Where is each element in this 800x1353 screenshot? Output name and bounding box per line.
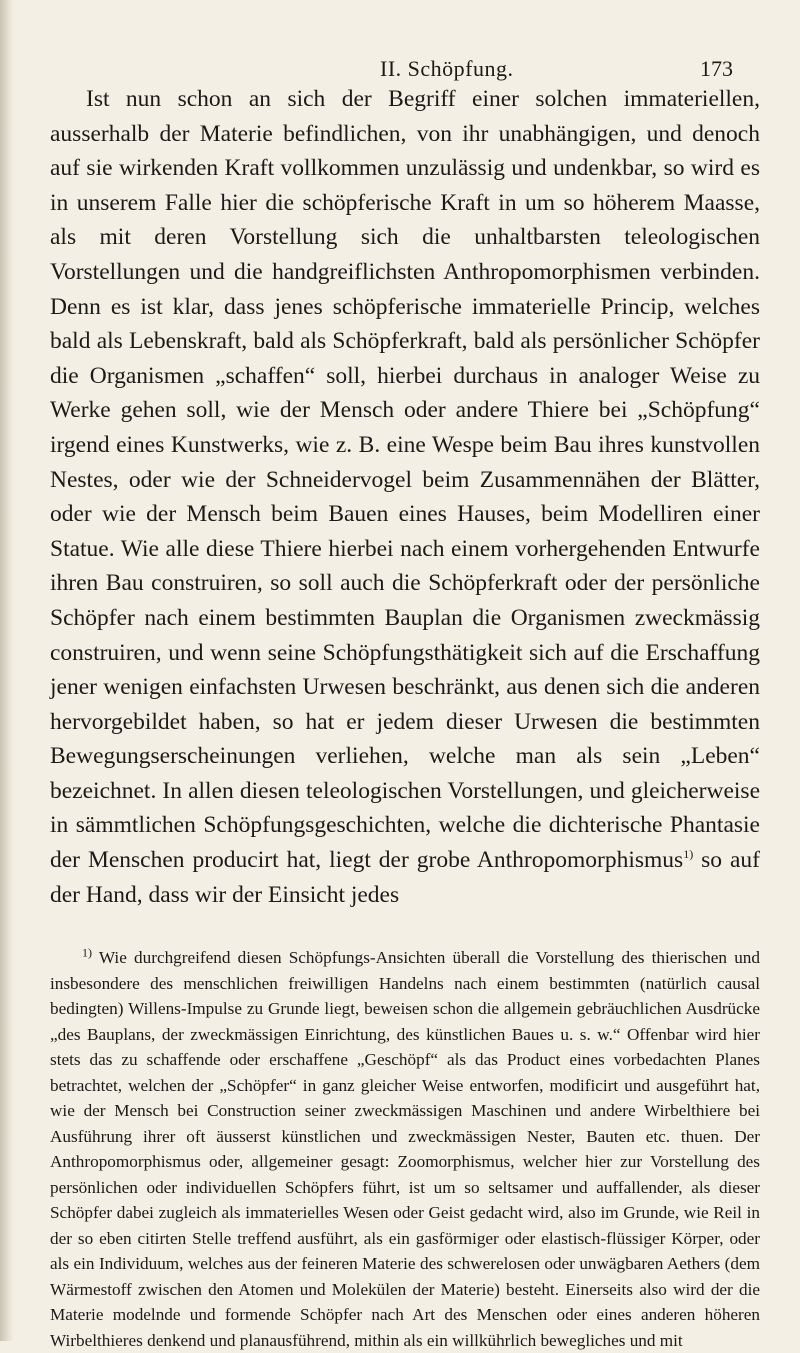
footnote-marker: 1) <box>82 945 92 960</box>
footnote-text: Wie durchgreifend diesen Schöpfungs-Ansichten überall die Vorstellung des thierischen und insbesondere des menschlichen freiwilligen Handelns nach einem bestimmten (natürlich causal bedingten) Willens-Impulse zu Grunde liegt, beweisen schon die allgemein gebräuchlichen Ausdrücke „des Bauplans, der zweckmässigen Einrichtung, des künstlichen Baues u. s. w.“ Offenbar wird hier stets das zu schaffende oder erschaffene „Geschöpf“ als das Product eines vorbedachten Planes betrachtet, welchen der „Schöpfer“ in ganz gleicher Weise entworfen, modificirt und ausgeführt hat, wie der Mensch bei Construction seiner zweckmässigen Maschinen und andere Wirbelthiere bei Ausführung ihrer oft äusserst künstlichen und zweckmässigen Nester, Bauten etc. thuen. Der Anthropomorphismus oder, allgemeiner gesagt: Zoomorphismus, welcher hier zur Vorstellung des persönlichen oder individuellen Schöpfers führt, ist um so seltsamer und auffallender, als dieser Schöpfer dabei zugleich als immaterielles Wesen oder Geist gedacht wird, also im Grunde, wie Reil in der so eben citirten Stelle treffend ausführt, als ein gasförmiger oder elastisch-flüssiger Körper, oder als ein Individuum, welches aus der feineren Materie des schwerelosen oder unwägbaren Aethers (dem Wärmestoff zwischen den Atomen und Molekülen der Materie) besteht. Einerseits also wird der die Materie modelnde und formende Schöpfer nach Art des Menschen oder eines anderen höheren Wirbelthieres denkend und planausführend, mithin als ein willkührlich bewegliches und mit <box>50 948 760 1350</box>
body-paragraph <box>50 82 760 912</box>
footnote <box>50 945 760 1353</box>
paragraph-text: Ist nun schon an sich der Begriff einer solchen immateriellen, ausserhalb der Materie befindlichen, von ihr unabhängigen, und denoch auf sie wirkenden Kraft vollkommen unzulässig und undenkbar, so wird es in unserem Falle hier die schöpferische Kraft in um so höherem Maasse, als mit deren Vorstellung sich die unhaltbarsten teleologischen Vorstellungen und die handgreiflichsten Anthropomorphismen verbinden. Denn es ist klar, dass jenes schöpferische immaterielle Princip, welches bald als Lebenskraft, bald als Schöpferkraft, bald als persönlicher Schöpfer die Organismen „schaffen“ soll, hierbei durchaus in analoger Weise zu Werke gehen soll, wie der Mensch oder andere Thiere bei „Schöpfung“ irgend eines Kunstwerks, wie z. B. eine Wespe beim Bau ihres kunstvollen Nestes, oder wie der Schneidervogel beim Zusammennähen der Blätter, oder wie der Mensch beim Bauen eines Hauses, beim Modelliren einer Statue. Wie alle diese Thiere hierbei nach einem vorhergehenden Entwurfe ihren Bau construiren, so soll auch die Schöpferkraft oder der persönliche Schöpfer nach einem bestimmten Bauplan die Organismen zweckmässig construiren, und wenn seine Schöpfungsthätigkeit sich auf die Erschaffung jener wenigen einfachsten Urwesen beschränkt, aus denen sich die anderen hervorgebildet haben, so hat er jedem dieser Urwesen die bestimmten Bewegungserscheinungen verliehen, welche man als sein „Leben“ bezeichnet. In allen diesen teleologischen Vorstellungen, und gleicherweise in sämmtlichen Schöpfungsgeschichten, welche die dichterische Phantasie der Menschen producirt hat, liegt der grobe Anthropomorphismus <box>50 86 760 874</box>
page-edge-shadow <box>0 0 14 1341</box>
footnote-reference[interactable]: 1) <box>683 847 694 862</box>
paragraph-text-end: so auf der Hand, dass wir der Einsicht jedes <box>50 847 760 908</box>
running-title: II. Schöpfung. <box>380 56 514 81</box>
page-number: 173 <box>700 56 733 81</box>
